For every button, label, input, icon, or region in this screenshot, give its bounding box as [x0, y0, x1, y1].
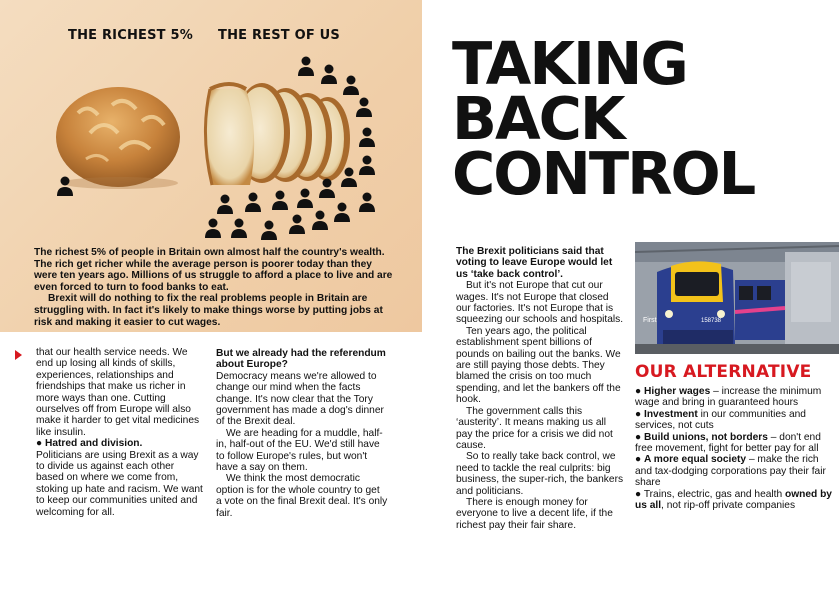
item-bold: owned by us all	[635, 488, 832, 512]
body-paragraph: There is enough money for everyone to live a decent life, if the richest pay their fair share.	[456, 496, 613, 531]
item-text: , not rip-off private companies	[661, 500, 796, 512]
page-title	[452, 29, 832, 208]
train-photo	[635, 242, 839, 354]
hero-paragraph: The richest 5% of people in Britain own almost half the country's wealth. The rich get richer while the average person is poorer today than they were ten years ago. Millions of us struggle to afford a place to live and are even forced to turn to food banks to eat.	[34, 247, 393, 293]
article-column-1	[36, 347, 204, 518]
person-icon	[320, 64, 338, 84]
body-paragraph: But it's not Europe that cut our wages. It's not Europe that closed our factories. It's not Europe that is squeezing our schools and hospitals.	[456, 280, 624, 326]
list-item	[635, 489, 835, 512]
item-text: – make the rich and tax-dodging corporations pay their fair share	[635, 454, 826, 489]
lead-text: The Brexit politicians said that voting to leave Europe would let us ‘take back control’.	[456, 246, 613, 280]
train-illustration	[635, 242, 839, 354]
bread-slices	[205, 83, 350, 185]
body-paragraph: We are heading for a muddle, half-in, half-out of the EU. We'd still have to follow Europe's rules, but won't have a say on them.	[216, 427, 383, 474]
person-icon	[271, 190, 289, 210]
person-icon	[333, 202, 351, 222]
list-item	[635, 454, 835, 488]
headline-line: BACK	[452, 84, 624, 153]
person-icon	[342, 75, 360, 95]
list-item	[635, 432, 835, 455]
item-bold: Higher wages	[644, 386, 711, 397]
train-number: 158738	[701, 318, 722, 324]
person-icon	[260, 220, 278, 240]
article-column-2	[216, 348, 388, 519]
person-icon	[358, 127, 376, 147]
alternative-title: OUR ALTERNATIVE	[635, 362, 812, 382]
body-paragraph: The government calls this ‘austerity’. It means making us all pay the price for a crisis we did not cause.	[456, 405, 613, 451]
hero-text	[34, 247, 396, 328]
item-text: – increase the minimum wage and bring in guaranteed hours	[635, 386, 822, 409]
person-icon	[216, 194, 234, 214]
person-icon	[340, 167, 358, 187]
hero-panel	[0, 0, 422, 332]
bullet-icon: ●	[635, 454, 642, 466]
item-bold: Investment	[644, 408, 698, 420]
item-bold: Build unions, not borders	[644, 431, 768, 443]
section-heading	[36, 438, 204, 449]
train-brand: First	[643, 317, 657, 324]
person-icon	[358, 192, 376, 212]
body-paragraph: that our health service needs. We end up losing all kinds of skills, experiences, relationships and friendships that make us richer in more ways than one. Cutting ourselves off from Europe will also make it harder to get vital medicines like insulin.	[36, 347, 200, 438]
person-icon	[297, 56, 315, 76]
headline-line: CONTROL	[452, 139, 755, 208]
person-icon	[230, 218, 248, 238]
person-icon	[358, 155, 376, 175]
label-richest: THE RICHEST 5%	[68, 28, 193, 43]
bullet-icon: ●	[635, 431, 642, 443]
body-paragraph: Politicians are using Brexit as a way to divide us against each other based on where we come from, stoking up hate and racism. We want to keep our communities united and welcoming for all.	[36, 449, 203, 518]
loaf-richest	[56, 87, 180, 189]
bullet-icon: ●	[635, 488, 642, 500]
continuation-arrow-icon	[15, 350, 22, 360]
person-icon	[204, 218, 222, 238]
bullet-icon: ●	[36, 438, 43, 450]
person-icon	[56, 176, 74, 196]
bullet-icon: ●	[635, 386, 642, 397]
body-paragraph: So to really take back control, we need to tackle the real culprits: big business, the super-rich, the bankers and politicians.	[456, 451, 624, 497]
lead-paragraph	[456, 246, 624, 280]
item-text: – don't end free movement, fight for better pay for all	[635, 431, 821, 455]
alternative-list	[635, 386, 835, 511]
bread-illustration	[50, 75, 360, 200]
item-bold: A more equal society	[644, 454, 747, 466]
article-column-3	[456, 246, 624, 531]
heading-text: Hatred and division.	[45, 438, 143, 450]
label-rest-of-us: THE REST OF US	[218, 28, 340, 43]
body-paragraph: We think the most democratic option is for the whole country to get a vote on the final Brexit deal. It's only fair.	[216, 473, 388, 519]
body-paragraph: Democracy means we're allowed to change our mind when the facts change. It's now clear that the Tory government has made a dog's dinner of the Brexit deal.	[216, 370, 384, 428]
list-item	[635, 409, 835, 432]
list-item	[635, 386, 835, 409]
hero-paragraph: Brexit will do nothing to fix the real problems people in Britain are struggling with. In fact it's likely to make things worse by putting jobs at risk and making it easier to cut wages.	[34, 293, 383, 328]
item-text: in our communities and services, not cuts	[635, 408, 806, 432]
person-icon	[244, 192, 262, 212]
headline-line: TAKING	[452, 29, 687, 98]
heading-text: But we already had the referendum about Europe?	[216, 348, 386, 371]
person-icon	[311, 210, 329, 230]
person-icon	[296, 188, 314, 208]
person-icon	[288, 214, 306, 234]
section-heading	[216, 348, 388, 371]
body-paragraph: Ten years ago, the political establishment spent billions of pounds on bailing out the banks. We are still paying those debts. They blamed the crisis on too much spending, and let the bankers off the hook.	[456, 325, 621, 406]
item-text: Trains, electric, gas and health	[643, 488, 785, 500]
person-icon	[318, 178, 336, 198]
person-icon	[355, 97, 373, 117]
bullet-icon: ●	[635, 408, 642, 420]
